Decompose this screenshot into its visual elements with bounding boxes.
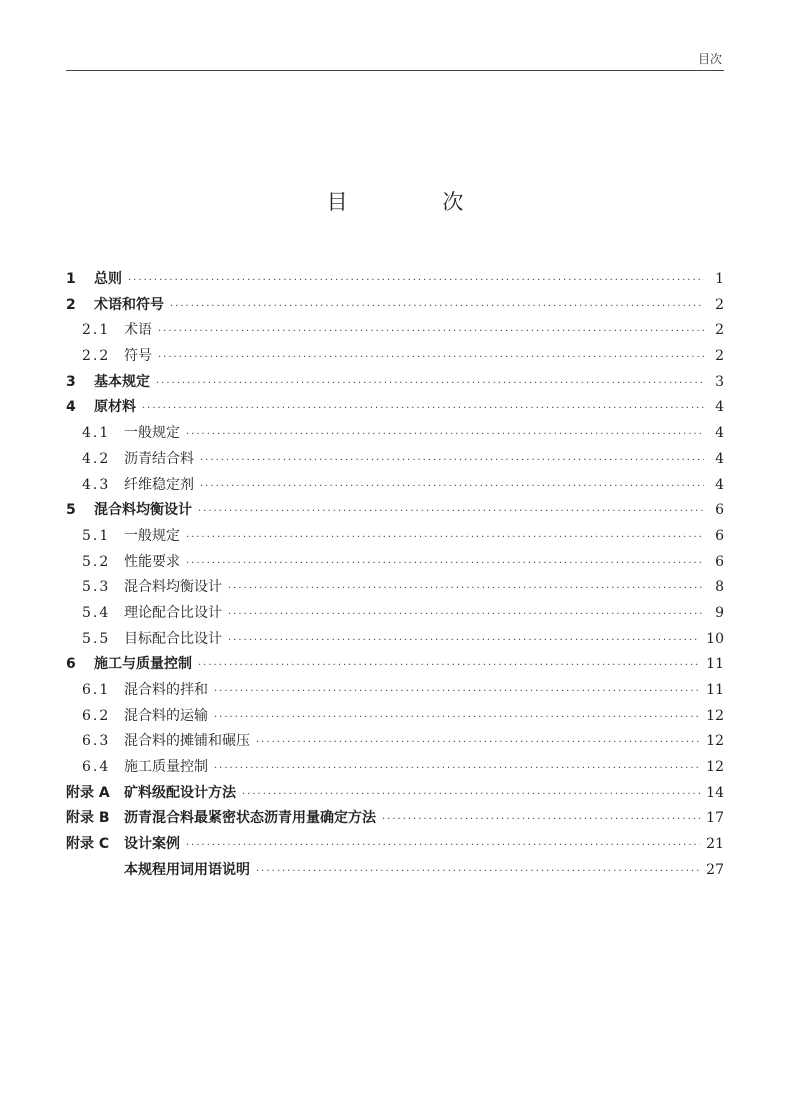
toc-dot-leader (158, 326, 704, 337)
toc-entry-page: 21 (706, 836, 724, 853)
toc-entry-title: 矿料级配设计方法 (124, 784, 236, 801)
toc-dot-leader (198, 660, 700, 671)
toc-entry-number: 4.2 (82, 450, 111, 467)
toc-entry-number: 4.1 (82, 425, 111, 442)
toc-dot-leader (214, 763, 700, 774)
toc-entry-title: 混合料的运输 (124, 707, 208, 724)
toc-entry-title: 纤维稳定剂 (124, 476, 194, 493)
toc-entry[interactable] (66, 705, 724, 731)
toc-entry-title: 混合料的摊铺和碾压 (124, 733, 250, 750)
toc-entry-number: 附录 A (66, 784, 110, 801)
toc-entry-title: 目标配合比设计 (124, 630, 222, 647)
toc-entry-title: 原材料 (94, 399, 136, 416)
table-of-contents (66, 268, 724, 885)
toc-entry-title: 一般规定 (124, 425, 180, 442)
toc-entry-page: 11 (706, 682, 724, 698)
toc-entry[interactable] (66, 602, 724, 628)
toc-dot-leader (228, 635, 700, 646)
toc-entry-page: 27 (706, 861, 724, 878)
toc-entry-title: 基本规定 (94, 373, 150, 390)
toc-dot-leader (256, 737, 700, 748)
toc-entry-number: 6.4 (82, 759, 111, 776)
toc-entry-page: 11 (706, 656, 724, 673)
toc-entry-page: 6 (715, 553, 724, 570)
toc-entry[interactable] (66, 551, 724, 577)
toc-entry-page: 8 (715, 579, 724, 596)
toc-entry[interactable] (66, 782, 724, 808)
toc-entry-title: 施工与质量控制 (94, 656, 192, 673)
toc-entry-title: 术语 (124, 322, 152, 339)
toc-entry-number: 6 (66, 656, 76, 673)
toc-dot-leader (382, 814, 700, 825)
toc-entry[interactable] (66, 396, 724, 422)
toc-entry-number: 6.3 (82, 733, 111, 750)
toc-entry-number: 5.4 (82, 604, 111, 621)
toc-entry[interactable] (66, 833, 724, 859)
toc-entry-number: 2.1 (82, 322, 111, 339)
toc-entry-number: 5.5 (82, 630, 111, 647)
toc-entry[interactable] (66, 474, 724, 500)
toc-entry-number: 附录 C (66, 836, 110, 853)
toc-dot-leader (228, 583, 704, 594)
toc-entry[interactable] (66, 345, 724, 371)
toc-entry-number: 6.1 (82, 682, 111, 698)
toc-dot-leader (186, 840, 700, 851)
toc-entry[interactable] (66, 525, 724, 551)
toc-entry-title: 沥青混合料最紧密状态沥青用量确定方法 (124, 810, 376, 827)
toc-entry[interactable] (66, 448, 724, 474)
toc-entry[interactable] (66, 294, 724, 320)
toc-entry-page: 12 (706, 733, 724, 750)
toc-entry-page: 4 (715, 425, 724, 442)
toc-dot-leader (242, 789, 700, 800)
toc-entry-page: 10 (706, 630, 724, 647)
toc-entry-page: 4 (715, 476, 724, 493)
toc-entry[interactable] (66, 268, 724, 294)
toc-entry-number: 5.1 (82, 527, 111, 544)
toc-entry-number: 5 (66, 502, 76, 519)
toc-entry-page: 2 (715, 348, 724, 365)
toc-entry-page: 4 (715, 450, 724, 467)
toc-entry[interactable] (66, 730, 724, 756)
toc-dot-leader (170, 301, 704, 312)
toc-dot-leader (142, 403, 704, 414)
toc-entry-title: 施工质量控制 (124, 759, 208, 776)
toc-entry-title: 性能要求 (124, 553, 180, 570)
toc-entry-title: 本规程用词用语说明 (124, 861, 250, 878)
toc-entry-number: 4.3 (82, 476, 111, 493)
toc-entry-page: 2 (715, 296, 724, 313)
toc-entry-title: 总则 (94, 271, 122, 287)
toc-entry-page: 14 (706, 784, 724, 801)
toc-entry-title: 设计案例 (124, 836, 180, 853)
toc-entry-number: 1 (66, 271, 76, 287)
toc-dot-leader (256, 866, 700, 877)
toc-entry-title: 术语和符号 (94, 296, 164, 313)
toc-entry-title: 混合料均衡设计 (124, 579, 222, 596)
toc-entry-title: 一般规定 (124, 527, 180, 544)
toc-entry[interactable] (66, 653, 724, 679)
toc-dot-leader (128, 275, 704, 286)
toc-entry[interactable] (66, 807, 724, 833)
toc-entry[interactable] (66, 679, 724, 705)
running-header: 目次 (697, 52, 722, 66)
toc-entry-title: 符号 (124, 348, 152, 365)
toc-dot-leader (200, 481, 704, 492)
toc-entry[interactable] (66, 859, 724, 885)
toc-dot-leader (156, 378, 704, 389)
toc-entry-page: 2 (715, 322, 724, 339)
toc-entry-title: 理论配合比设计 (124, 604, 222, 621)
toc-entry-number: 2.2 (82, 348, 111, 365)
toc-entry[interactable] (66, 319, 724, 345)
toc-entry-page: 17 (706, 810, 724, 827)
toc-entry-title: 沥青结合料 (124, 450, 194, 467)
toc-dot-leader (186, 429, 704, 440)
toc-entry-page: 12 (706, 707, 724, 724)
toc-entry-title: 混合料的拌和 (124, 682, 208, 698)
toc-entry-page: 1 (715, 271, 724, 287)
toc-entry-title: 混合料均衡设计 (94, 502, 192, 519)
toc-entry-number: 3 (66, 373, 76, 390)
toc-entry-page: 6 (715, 527, 724, 544)
toc-entry[interactable] (66, 499, 724, 525)
toc-entry-number: 2 (66, 296, 76, 313)
toc-entry-page: 6 (715, 502, 724, 519)
header-rule (66, 70, 724, 71)
toc-dot-leader (186, 558, 704, 569)
toc-dot-leader (186, 532, 704, 543)
toc-entry-page: 4 (715, 399, 724, 416)
toc-entry[interactable] (66, 628, 724, 654)
toc-dot-leader (198, 506, 704, 517)
toc-entry-number: 4 (66, 399, 76, 416)
toc-dot-leader (214, 686, 700, 697)
page-title: 目 次 (326, 190, 508, 214)
toc-dot-leader (200, 455, 704, 466)
toc-entry-number: 5.2 (82, 553, 111, 570)
toc-entry-page: 3 (715, 373, 724, 390)
toc-entry-number: 6.2 (82, 707, 111, 724)
toc-entry[interactable] (66, 756, 724, 782)
toc-entry-page: 9 (715, 604, 724, 621)
toc-dot-leader (158, 352, 704, 363)
toc-entry[interactable] (66, 576, 724, 602)
toc-entry-number: 5.3 (82, 579, 111, 596)
toc-entry-number: 附录 B (66, 810, 110, 827)
toc-entry[interactable] (66, 371, 724, 397)
toc-dot-leader (214, 712, 700, 723)
toc-dot-leader (228, 609, 704, 620)
toc-entry[interactable] (66, 422, 724, 448)
toc-entry-page: 12 (706, 759, 724, 776)
